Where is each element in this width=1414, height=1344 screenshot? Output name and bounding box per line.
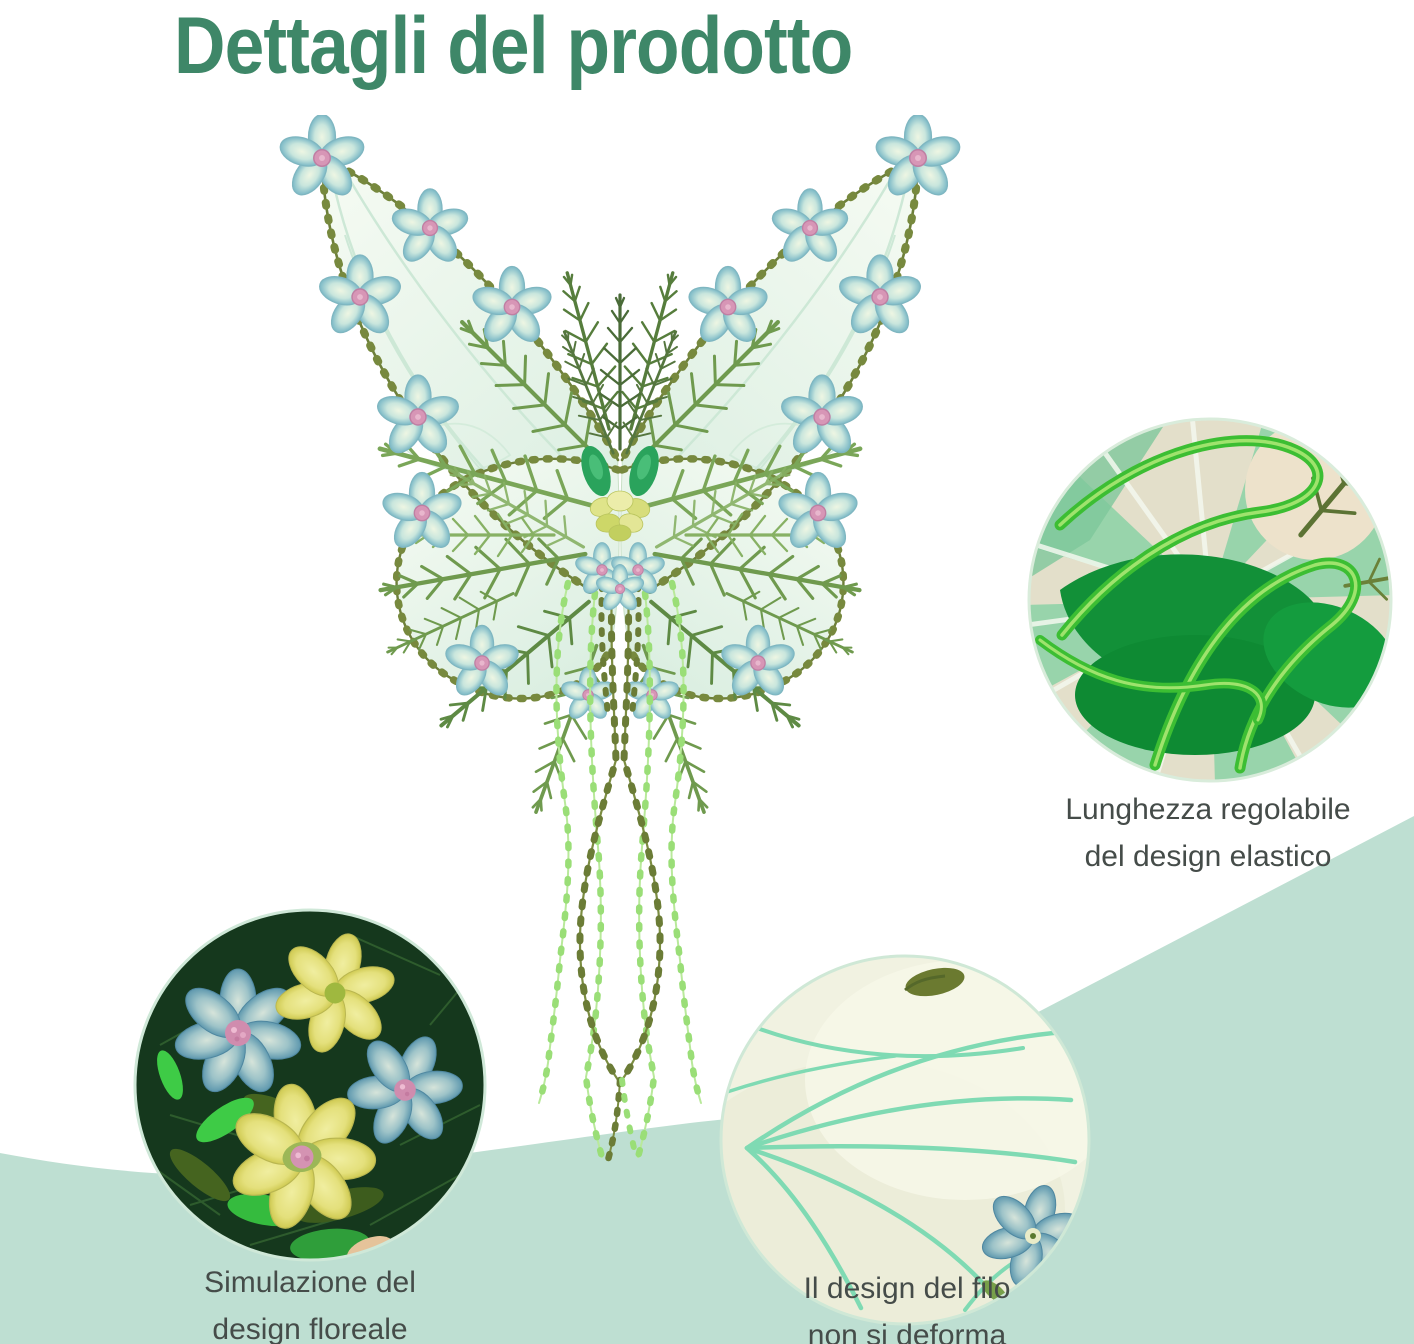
caption-elastic	[1008, 786, 1408, 880]
caption-floral-line2: design floreale	[212, 1313, 408, 1344]
floral-detail-photo	[132, 907, 488, 1263]
caption-wire	[707, 1265, 1107, 1344]
caption-wire-line1: Il design del filo	[803, 1272, 1011, 1305]
caption-wire-line2: non si deforma	[807, 1319, 1007, 1344]
vine-tails	[608, 1080, 636, 1160]
caption-floral	[110, 1259, 510, 1344]
elastic-detail-photo	[1026, 416, 1394, 784]
caption-floral-line1: Simulazione del	[204, 1266, 416, 1299]
caption-elastic-line2: del design elastico	[1084, 840, 1332, 873]
caption-elastic-line1: Lunghezza regolabile	[1065, 793, 1351, 826]
page-title: Dettagli del prodotto	[174, 1, 853, 91]
